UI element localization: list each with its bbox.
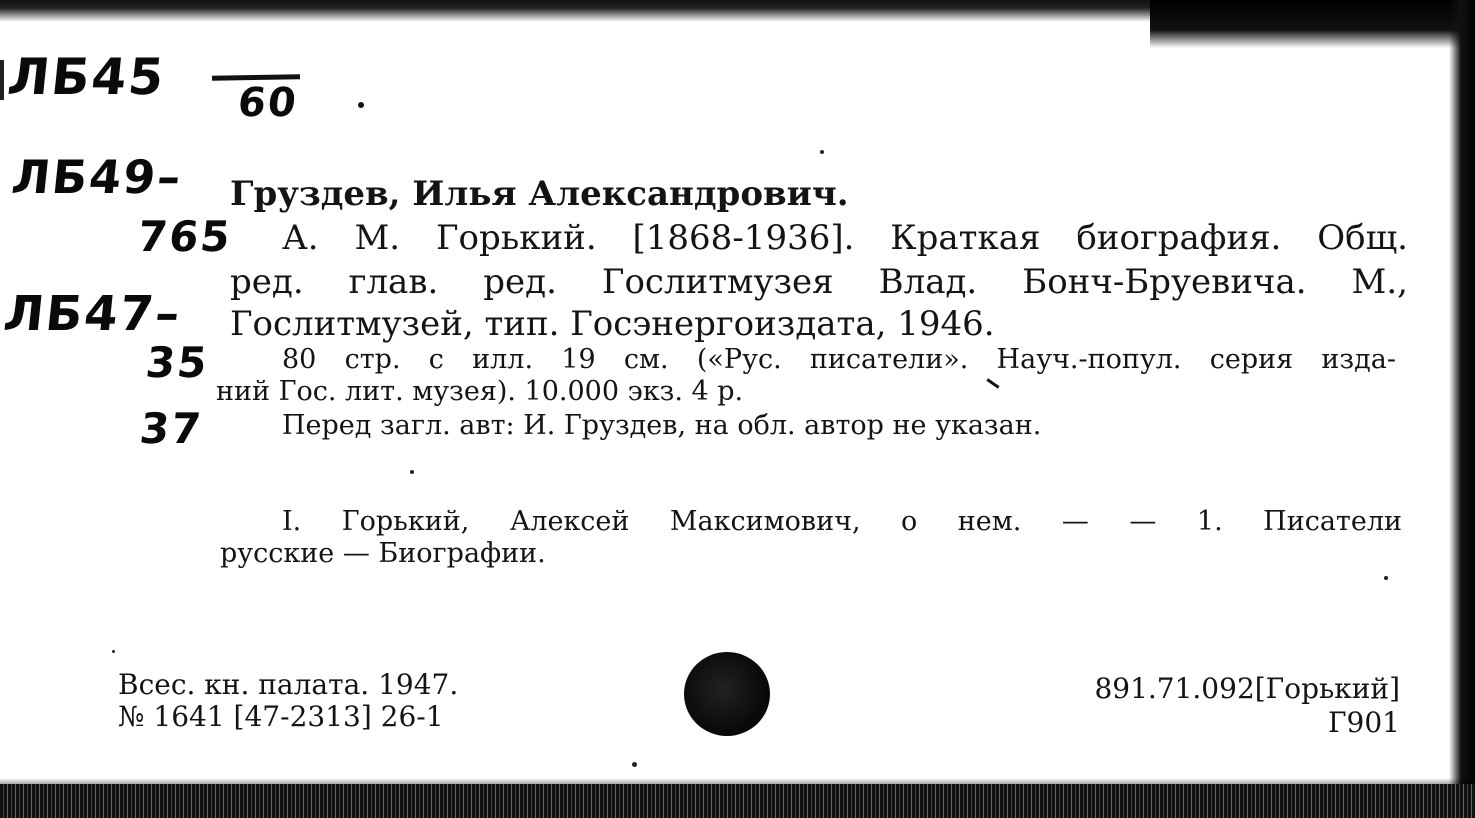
scan-edge-right (1449, 0, 1475, 818)
imprint-line-2: № 1641 [47-2313] 26-1 (118, 700, 444, 733)
scan-speck (1384, 576, 1388, 580)
handwritten-number-765: 765 (135, 212, 235, 261)
handwritten-number-37: 37 (137, 404, 206, 453)
scan-edge-left-mark (0, 60, 4, 100)
subject-headings-line-1: I. Горький, Алексей Максимович, о нем. — — 1. Писатели (282, 506, 1402, 537)
imprint-line-1: Всес. кн. палата. 1947. (118, 668, 459, 701)
handwritten-shelfmark-3: ЛБ47– (1, 286, 185, 342)
description-line-2: ний Гос. лит. музея). 10.000 экз. 4 р. (216, 376, 744, 407)
title-line-3: Гослитмузей, тип. Госэнергоиздата, 1946. (230, 304, 995, 344)
author-sign-code: Г901 (1328, 706, 1400, 739)
title-line-1: А. М. Горький. [1868-1936]. Краткая биография. Общ. (282, 218, 1408, 258)
ink-blot-stamp (684, 652, 770, 736)
title-line-2: ред. глав. ред. Гослитмузея Влад. Бонч-Бруевича. М., (230, 262, 1408, 302)
scan-edge-bottom (0, 784, 1475, 818)
ink-dot (358, 102, 364, 108)
author-heading: Груздев, Илья Александрович. (230, 174, 849, 214)
scan-speck (632, 762, 637, 767)
ink-tick (986, 378, 999, 388)
handwritten-shelfmark-1-denominator: 60 (235, 80, 301, 126)
handwritten-number-35: 35 (143, 338, 212, 387)
author-note: Перед загл. авт: И. Груздев, на обл. автор не указан. (282, 410, 1042, 441)
subject-headings-line-2: русские — Биографии. (220, 538, 546, 569)
scan-speck (112, 650, 115, 653)
description-line-1: 80 стр. с илл. 19 см. («Рус. писатели». Науч.-попул. серия изда- (282, 344, 1396, 375)
handwritten-shelfmark-2: ЛБ49– (9, 150, 186, 204)
classification-code: 891.71.092[Горький] (1094, 672, 1400, 705)
scan-speck (820, 150, 824, 154)
scan-speck (410, 470, 414, 474)
handwritten-shelfmark-1: ЛБ45 (4, 48, 169, 106)
scan-edge-top-right (1150, 0, 1475, 48)
